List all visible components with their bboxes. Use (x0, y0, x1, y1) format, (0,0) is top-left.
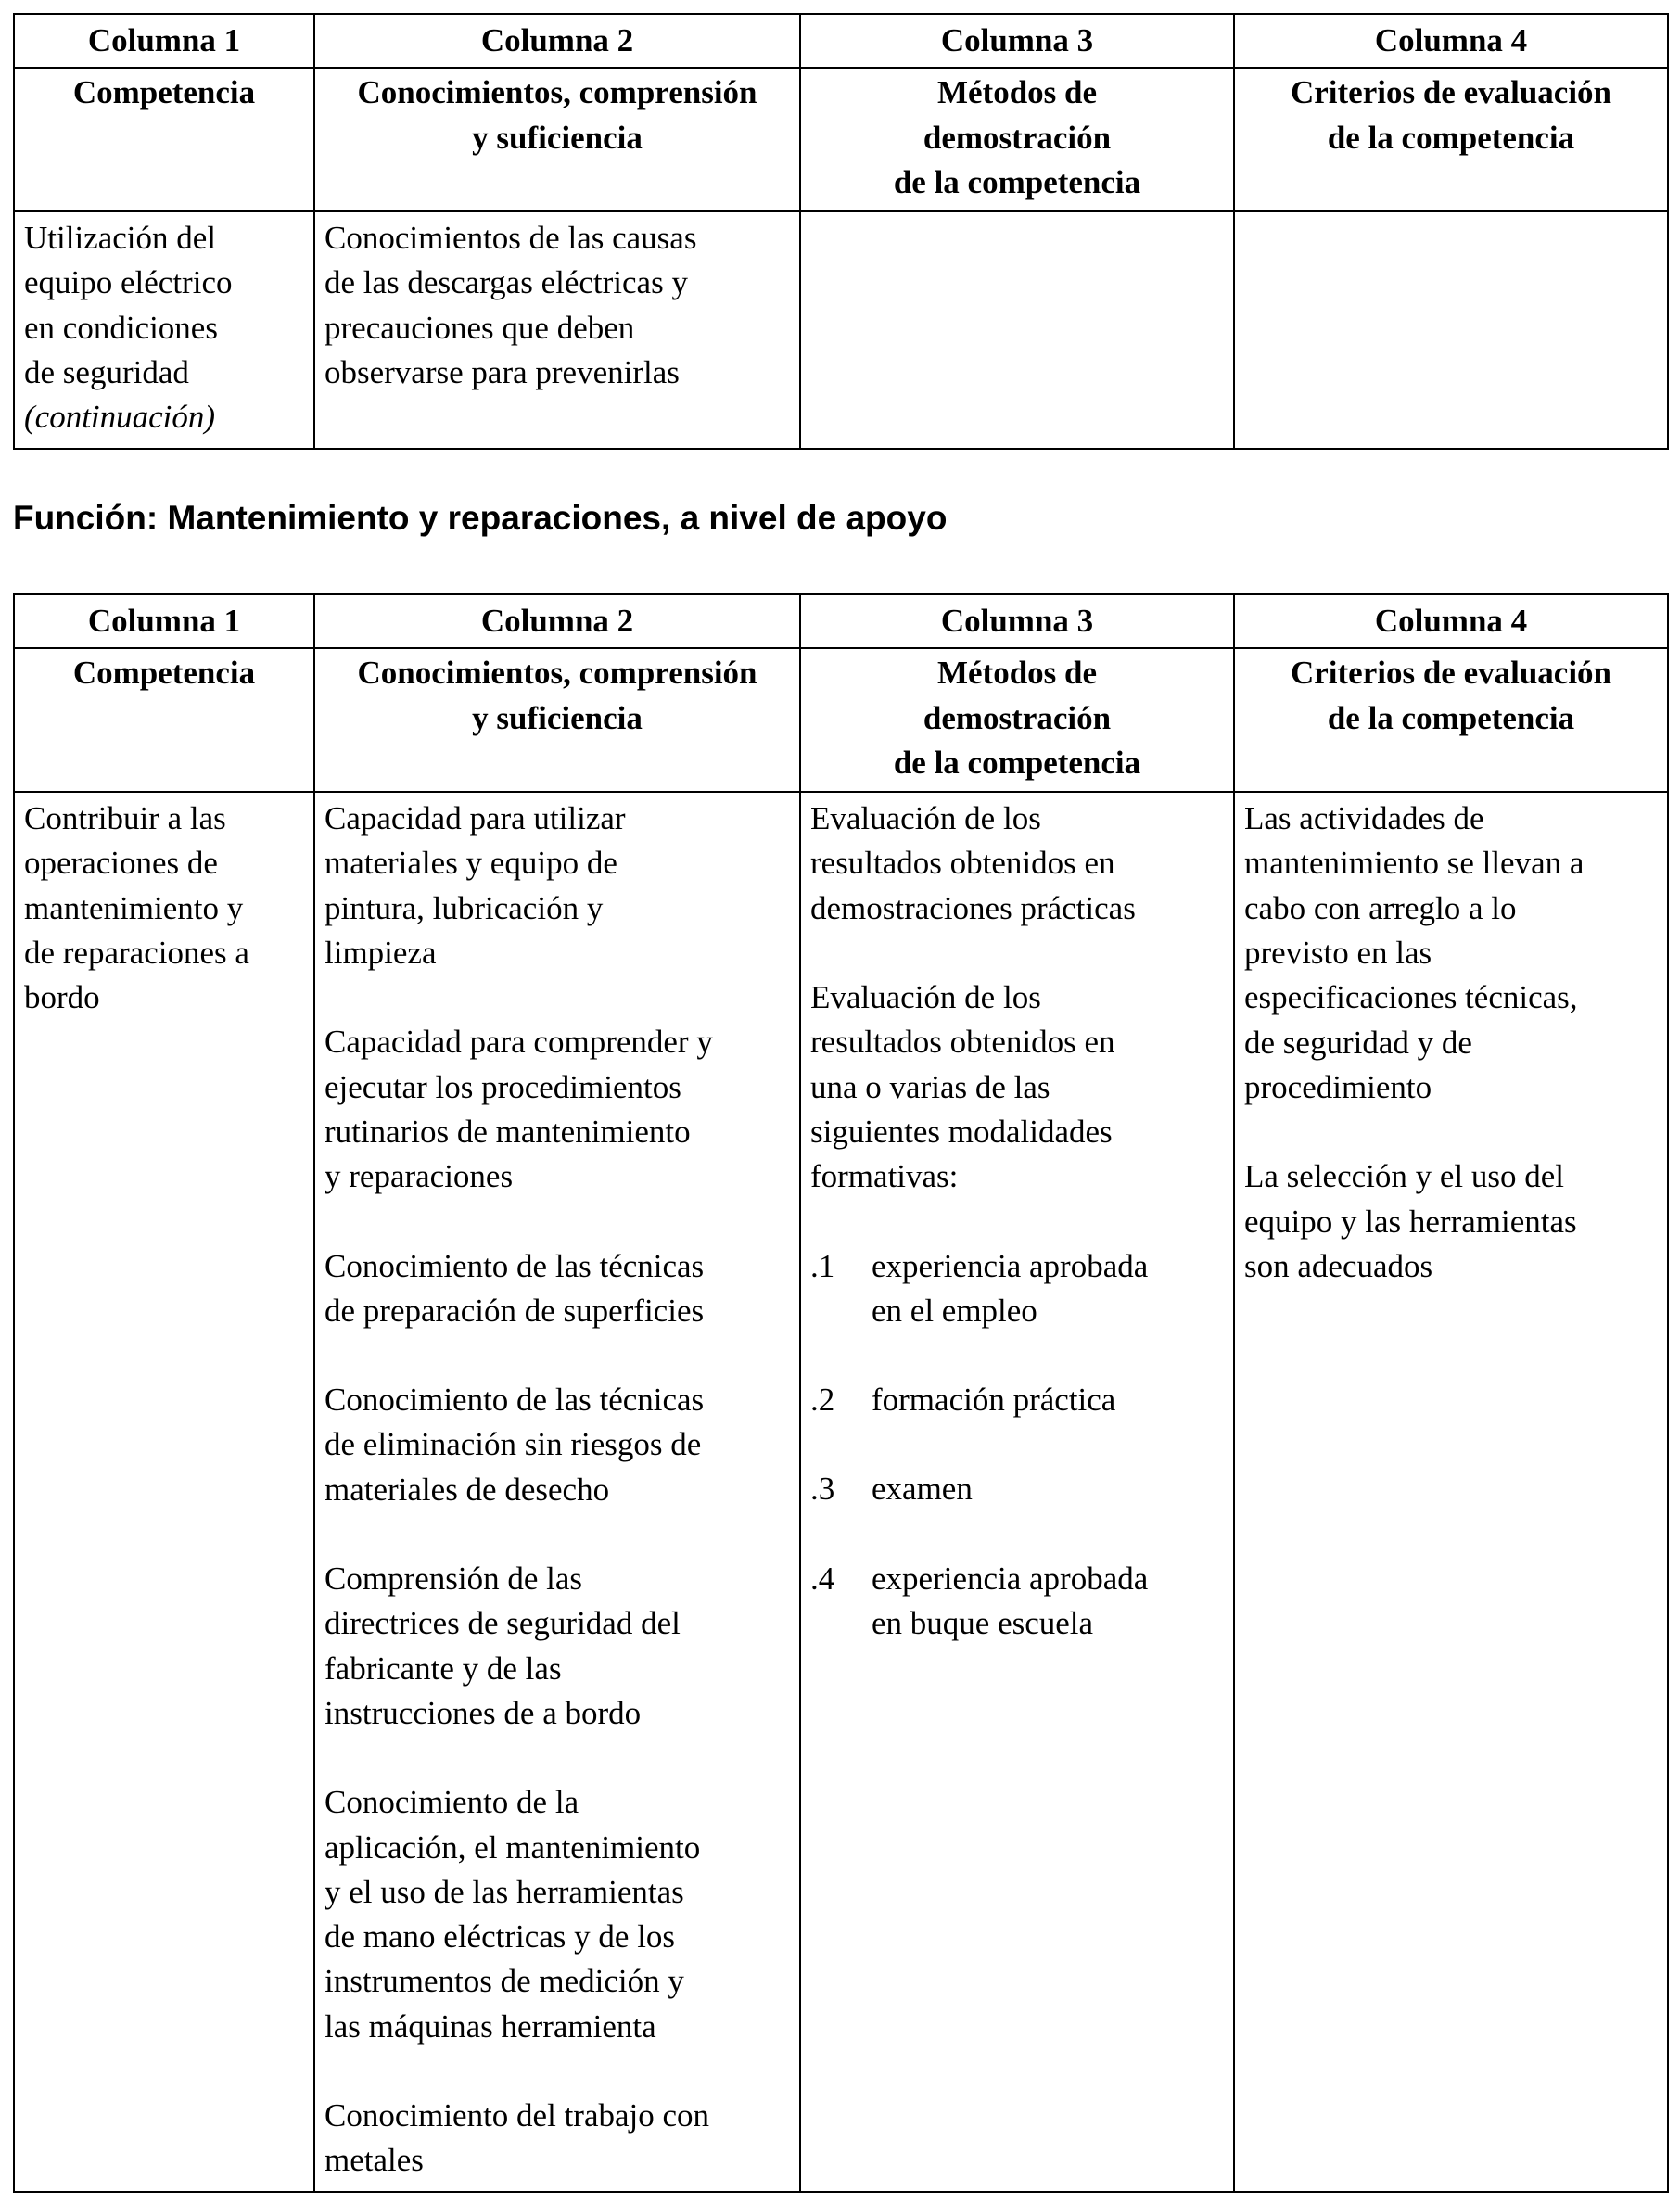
list-item: Conocimiento de las técnicas de preparación de superficies (325, 1247, 705, 1329)
numbered-item: .1 experiencia aprobada en el empleo (810, 1244, 1224, 1334)
numbered-item: .3 examen (810, 1467, 1224, 1511)
list-item: Evaluación de los resultados obtenidos en demostraciones prácticas (810, 800, 1136, 926)
item-number: .1 (810, 1247, 835, 1284)
metodos-cell (800, 792, 1234, 2191)
column-2-header: Columna 2 (314, 14, 800, 68)
subheader-row (14, 648, 1668, 792)
list-item: Capacidad para comprender y ejecutar los procedimientos rutinarios de mantenimiento y reparaciones (325, 1024, 713, 1195)
competencia-cell: Utilización del equipo eléctrico en condiciones de seguridad (continuación) (14, 211, 314, 448)
table-row (14, 211, 1668, 448)
conocimientos-header: Conocimientos, comprensión y suficiencia (314, 68, 800, 211)
criterios-header: Criterios de evaluación de la competencia (1234, 648, 1668, 792)
list-item: Conocimiento de las técnicas de eliminación sin riesgos de materiales de desecho (325, 1382, 705, 1508)
table-row (14, 792, 1668, 2191)
column-4-header: Columna 4 (1234, 594, 1668, 648)
criterios-cell (1234, 792, 1668, 2191)
column-header-row (14, 14, 1668, 68)
metodos-header: Métodos de demostración de la competencia (800, 68, 1234, 211)
competencia-cell: Contribuir a las operaciones de mantenimiento y de reparaciones a bordo (14, 792, 314, 2191)
item-number: .2 (810, 1382, 835, 1419)
column-header-row (14, 594, 1668, 648)
numbered-item: .2 formación práctica (810, 1378, 1224, 1422)
list-item: Conocimiento de la aplicación, el mantenimiento y el uso de las herramientas de mano eléctricas y de los instrumentos de medición y las máquinas herramienta (325, 1784, 701, 2045)
list-item: Comprensión de las directrices de seguridad del fabricante y de las instrucciones de a bordo (325, 1561, 681, 1731)
list-item: Capacidad para utilizar materiales y equipo de pintura, lubricación y limpieza (325, 800, 626, 972)
conocimientos-header: Conocimientos, comprensión y suficiencia (314, 648, 800, 792)
numbered-item: .4 experiencia aprobada en buque escuela (810, 1557, 1224, 1647)
conocimientos-cell: Conocimientos de las causas de las descargas eléctricas y precauciones que deben observarse para prevenirlas (314, 211, 800, 448)
subheader-row (14, 68, 1668, 211)
item-number: .3 (810, 1471, 835, 1508)
competence-table-continuation (13, 13, 1669, 450)
criterios-cell (1234, 211, 1668, 448)
column-1-header: Columna 1 (14, 594, 314, 648)
list-item: Las actividades de mantenimiento se llevan a cabo con arreglo a lo previsto en las especificaciones técnicas, de seguridad y de procedimiento (1244, 800, 1585, 1105)
column-3-header: Columna 3 (800, 594, 1234, 648)
metodos-cell (800, 211, 1234, 448)
list-item: La selección y el uso del equipo y las herramientas son adecuados (1244, 1158, 1577, 1284)
list-item: Conocimiento del trabajo con metales (325, 2097, 710, 2179)
item-number: .4 (810, 1560, 835, 1597)
column-3-header: Columna 3 (800, 14, 1234, 68)
criterios-header: Criterios de evaluación de la competencia (1234, 68, 1668, 211)
conocimientos-cell (314, 792, 800, 2191)
list-item: Evaluación de los resultados obtenidos en una o varias de las siguientes modalidades formativas: (810, 979, 1115, 1195)
competencia-header: Competencia (14, 648, 314, 792)
metodos-header: Métodos de demostración de la competencia (800, 648, 1234, 792)
column-1-header: Columna 1 (14, 14, 314, 68)
competencia-header: Competencia (14, 68, 314, 211)
column-2-header: Columna 2 (314, 594, 800, 648)
column-4-header: Columna 4 (1234, 14, 1668, 68)
function-heading: Función: Mantenimiento y reparaciones, a nivel de apoyo (13, 499, 948, 537)
continuation-note: (continuación) (24, 399, 216, 436)
competence-table-maintenance (13, 593, 1669, 2193)
